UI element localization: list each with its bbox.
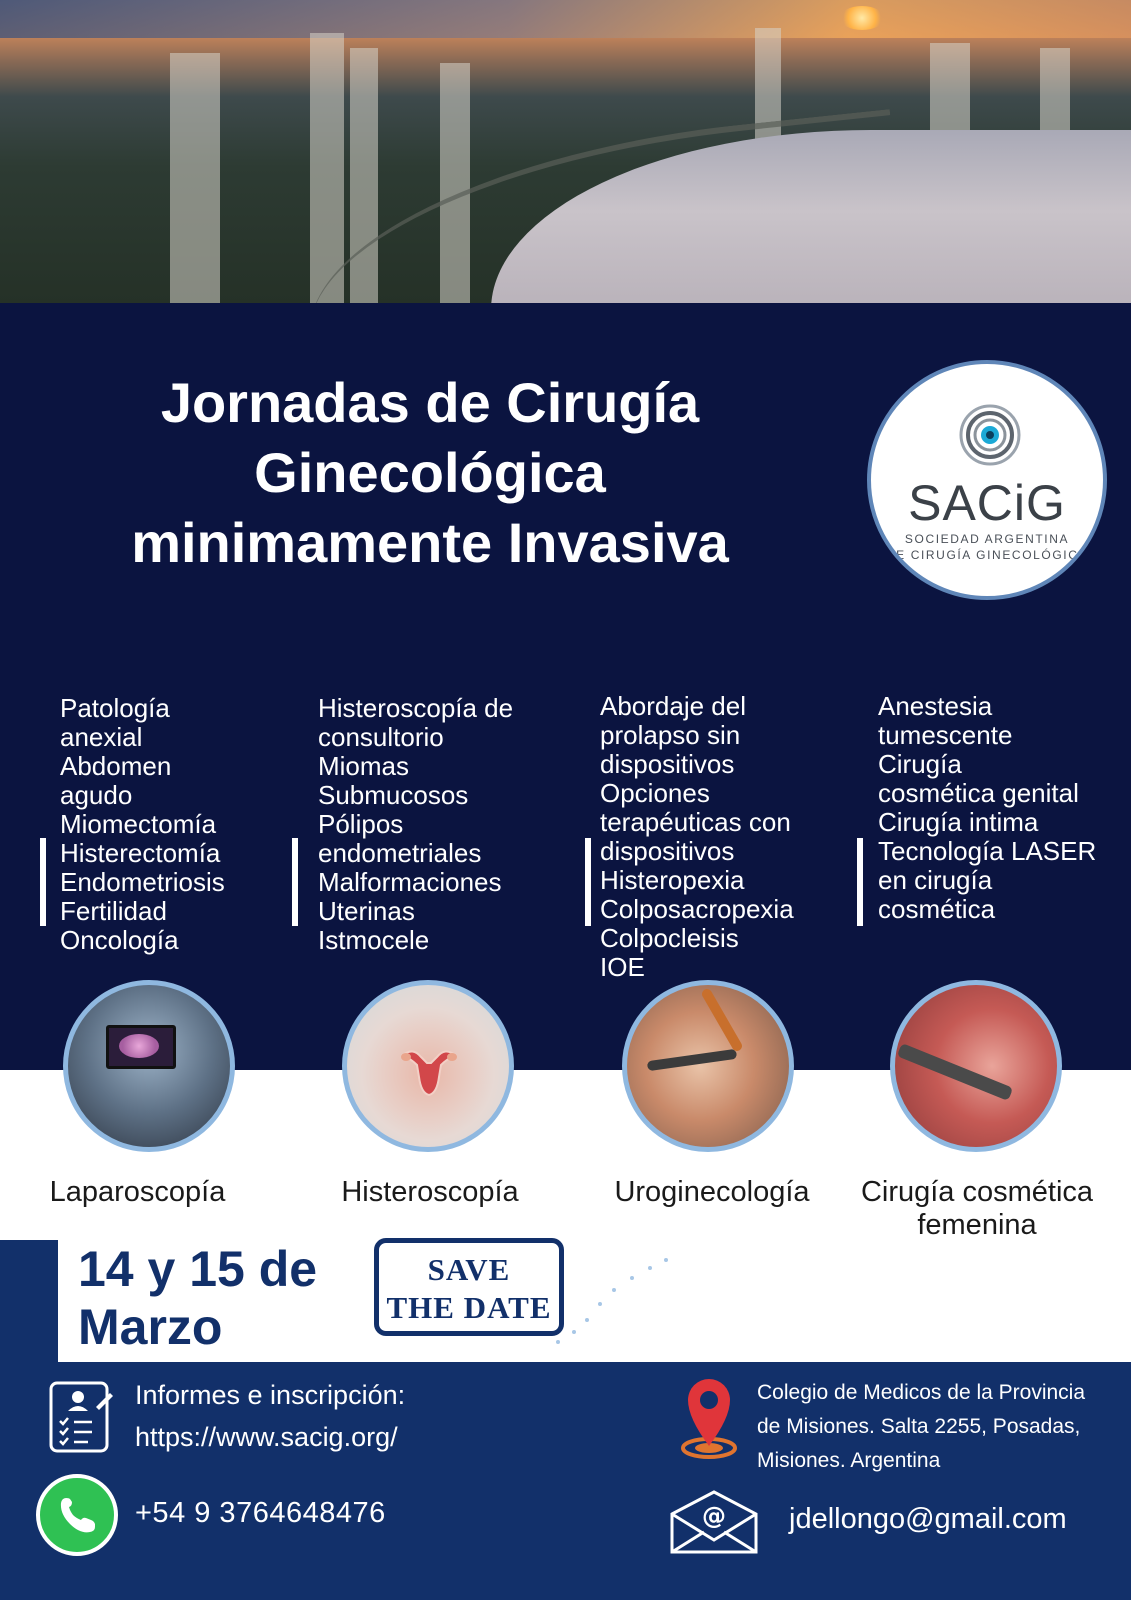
event-date-line-1: 14 y 15 de (78, 1241, 318, 1297)
column-divider (292, 838, 298, 926)
topic-item: anexial (60, 722, 143, 752)
address-line-3: Misiones. Argentina (757, 1449, 941, 1472)
title-line-3: minimamente Invasiva (131, 511, 729, 574)
topic-item: Endometriosis (60, 867, 225, 897)
logo-subtitle-2: DE CIRUGÍA GINECOLÓGICA (885, 548, 1089, 562)
topic-item: prolapso sin (600, 720, 741, 750)
info-label: Informes e inscripción: (135, 1380, 406, 1410)
phone-number[interactable]: +54 9 3764648476 (135, 1497, 386, 1529)
category-label-line-2: femenina (917, 1209, 1037, 1241)
topic-item: dispositivos (600, 749, 735, 779)
topic-item: Histerectomía (60, 838, 221, 868)
logo-name: SACiG (908, 475, 1066, 531)
topic-column-laparoscopia (60, 694, 225, 955)
clipboard-list-icon (48, 1377, 114, 1455)
topic-item: Miomas (318, 751, 410, 781)
topic-item: Fertilidad (60, 896, 167, 926)
topic-item: Histeropexia (600, 865, 745, 895)
topic-item: cosmética (878, 894, 996, 924)
topic-item: Opciones (600, 778, 710, 808)
column-divider (40, 838, 46, 926)
logo-subtitle-1: SOCIEDAD ARGENTINA (904, 532, 1070, 546)
category-label: Uroginecología (614, 1176, 810, 1208)
topic-column-histeroscopia (318, 694, 513, 955)
hero-city-photo (0, 0, 1131, 303)
topic-item: IOE (600, 952, 645, 982)
stamp-line-1: SAVE (427, 1252, 511, 1287)
title-line-1: Jornadas de Cirugía (160, 371, 700, 434)
stamp-line-2: THE DATE (386, 1290, 552, 1325)
topic-item: Patología (60, 693, 170, 723)
topic-item: endometriales (318, 838, 482, 868)
topic-item: tumescente (878, 720, 1013, 750)
map-pin-icon (678, 1374, 740, 1460)
category-label-line-1: Cirugía cosmética (860, 1176, 1094, 1208)
topic-column-uroginecologia (600, 692, 794, 982)
topic-item: Uterinas (318, 896, 415, 926)
topic-item: en cirugía (878, 865, 993, 895)
topic-item: cosmética genital (878, 778, 1079, 808)
topic-item: Miomectomía (60, 809, 217, 839)
category-label: Laparoscopía (49, 1176, 226, 1208)
topic-item: Malformaciones (318, 867, 502, 897)
topic-item: Colpocleisis (600, 923, 739, 953)
topic-item: consultorio (318, 722, 444, 752)
lens-icon (959, 404, 1021, 466)
website-link[interactable]: https://www.sacig.org/ (135, 1422, 398, 1452)
topic-item: terapéuticas con (600, 807, 791, 837)
topic-item: agudo (60, 780, 133, 810)
column-divider (585, 838, 591, 926)
topic-item: Histeroscopía de (318, 693, 514, 723)
event-date-line-2: Marzo (78, 1299, 223, 1355)
topic-item: Colposacropexia (600, 894, 794, 924)
topic-item: Anestesia (878, 691, 993, 721)
topic-item: dispositivos (600, 836, 735, 866)
category-label (836, 1176, 1118, 1242)
envelope-at-icon (668, 1488, 760, 1556)
event-date (78, 1240, 317, 1356)
hysteroscopy-photo (342, 980, 514, 1152)
svg-text:@: @ (702, 1502, 726, 1530)
column-divider (857, 838, 863, 926)
topic-item: Cirugía intima (878, 807, 1039, 837)
title-line-2: Ginecológica (254, 441, 606, 504)
topic-item: Submucosos (318, 780, 469, 810)
address-line-2: de Misiones. Salta 2255, Posadas, (757, 1415, 1081, 1438)
date-accent-bar (0, 1240, 58, 1362)
urogynecology-photo (622, 980, 794, 1152)
cosmetic-surgery-photo (890, 980, 1062, 1152)
save-the-date-stamp (374, 1238, 564, 1336)
topic-item: Abdomen (60, 751, 172, 781)
topic-column-cosmetica (878, 692, 1096, 924)
topic-item: Abordaje del (600, 691, 746, 721)
phone-icon (36, 1474, 118, 1556)
page-title (40, 368, 820, 578)
address-line-1: Colegio de Medicos de la Provincia (757, 1381, 1086, 1404)
email-address[interactable]: jdellongo@gmail.com (789, 1503, 1067, 1535)
topic-item: Istmocele (318, 925, 430, 955)
sacig-logo (867, 360, 1107, 600)
topic-item: Tecnología LASER (878, 836, 1097, 866)
topic-item: Cirugía (878, 749, 962, 779)
topic-item: Pólipos (318, 809, 404, 839)
venue-address (757, 1376, 1127, 1478)
laparoscopy-photo (63, 980, 235, 1152)
category-label: Histeroscopía (341, 1176, 519, 1208)
topic-item: Oncología (60, 925, 179, 955)
